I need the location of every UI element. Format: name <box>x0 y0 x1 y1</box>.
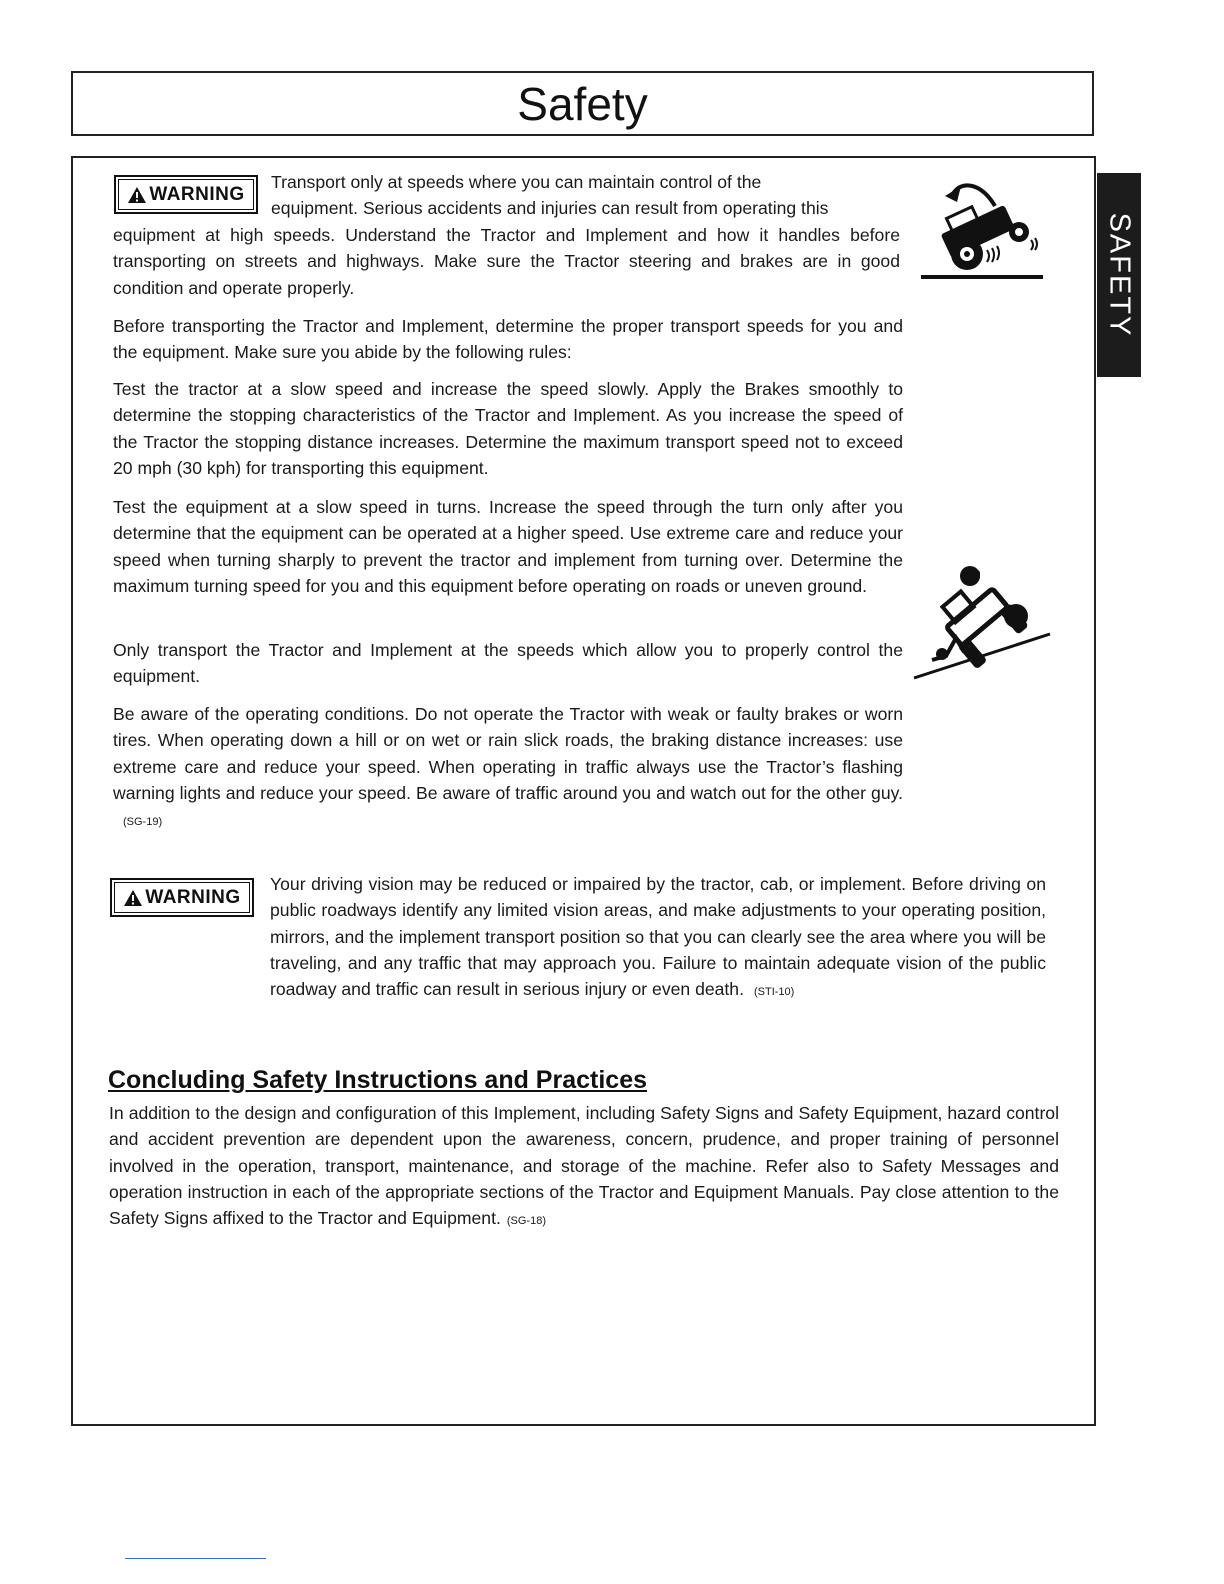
warning-badge <box>110 878 254 917</box>
reference-code: (SG-18) <box>506 1215 546 1228</box>
driving-vision-text: Your driving vision may be reduced or impaired by the tractor, cab, or implement. Before driving on public roadways identify any limited vision areas, and make adjustments to your operating position, mirrors, and the implement transport position so that you can clearly see the area where you will be traveling, and any traffic that may approach you. Failure to maintain adequate vision of the public roadway and traffic can result in serious injury or even death. <box>270 874 1046 1000</box>
warning-intro-line-1: Transport only at speeds where you can maintain control of the <box>271 172 762 192</box>
section-heading: Concluding Safety Instructions and Practices <box>108 1066 648 1094</box>
warning-triangle-icon <box>123 889 143 907</box>
transport-paragraph-1: equipment at high speeds. Understand the Tractor and Implement and how it handles before transporting on streets and highways. Make sure the Tractor steering and brakes are in good condition and operate properly. <box>113 225 900 298</box>
transport-paragraph-4: Test the equipment at a slow speed in turns. Increase the speed through the turn only after you determine that the equipment can be operated at a higher speed. Use extreme care and reduce your speed when turning sharply to prevent the tractor and implement from turning over. Determine the maximum turning speed for you and this equipment before operating on roads or uneven ground. <box>113 497 903 596</box>
page-title: Safety <box>517 78 648 130</box>
page-title-box <box>71 71 1094 136</box>
side-tab-label: SAFETY <box>1103 212 1136 338</box>
transport-paragraph-6-text: Be aware of the operating conditions. Do not operate the Tractor with weak or faulty brakes or worn tires. When operating down a hill or on wet or rain slick roads, the braking distance increases: use extreme care and reduce your speed. When operating in traffic always use the Tractor’s flashing warning lights and reduce your speed. Be aware of traffic around you and watch out for the other guy. <box>113 704 903 803</box>
warning-triangle-icon <box>127 186 147 204</box>
warning-label: WARNING <box>145 886 241 908</box>
transport-paragraph-5: Only transport the Tractor and Implement at the speeds which allow you to properly control the equipment. <box>113 640 903 687</box>
transport-paragraph-6 <box>113 701 903 835</box>
footer-rule <box>125 1558 266 1559</box>
warning-badge <box>114 175 258 214</box>
concluding-paragraph <box>109 1100 1059 1234</box>
warning-intro <box>271 169 900 222</box>
driving-vision-warning <box>270 871 1046 1005</box>
tractor-slope-icon <box>912 556 1052 682</box>
transport-paragraph-2: Before transporting the Tractor and Implement, determine the proper transport speeds for you and the equipment. Make sure you abide by the following rules: <box>113 316 903 363</box>
tractor-rollover-icon <box>915 176 1047 284</box>
reference-code: (SG-19) <box>123 816 163 829</box>
concluding-text: In addition to the design and configuration of this Implement, including Safety Signs and Safety Equipment, hazard control and accident prevention are dependent upon the awareness, concern, prudence, and proper training of personnel involved in the operation, transport, maintenance, and storage of the machine. Refer also to Safety Messages and operation instruction in each of the appropriate sections of the Tractor and Equipment Manuals. Pay close attention to the Safety Signs affixed to the Tractor and Equipment. <box>109 1103 1059 1229</box>
transport-paragraph-3: Test the tractor at a slow speed and increase the speed slowly. Apply the Brakes smoothly to determine the stopping characteristics of the Tractor and Implement. As you increase the speed of the Tractor the stopping distance increases. Determine the maximum transport speed not to exceed 20 mph (30 kph) for transporting this equipment. <box>113 379 903 478</box>
warning-label: WARNING <box>149 183 245 205</box>
section-side-tab <box>1097 173 1141 377</box>
warning-intro-line-2: equipment. Serious accidents and injuries can result from operating this <box>271 198 829 219</box>
reference-code: (STI-10) <box>753 986 795 999</box>
